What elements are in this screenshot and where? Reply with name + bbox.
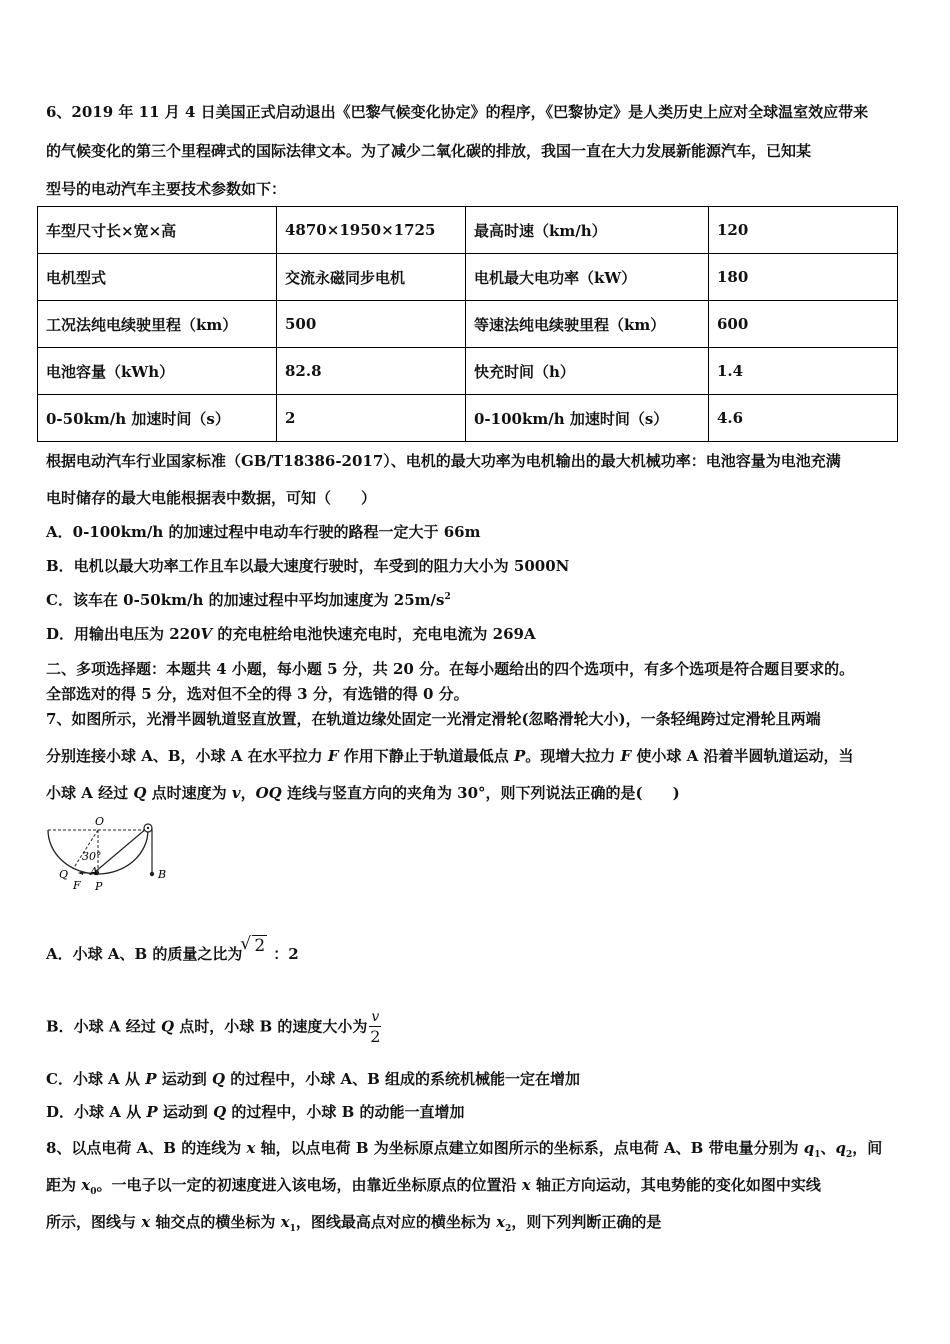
italic-var: P bbox=[146, 1103, 158, 1121]
italic-var: Q bbox=[133, 784, 147, 802]
q7-option-a bbox=[46, 936, 299, 964]
table-cell: 600 bbox=[709, 301, 898, 348]
q7-stem-line2 bbox=[46, 745, 853, 766]
table-row bbox=[38, 301, 898, 348]
subscript: 2 bbox=[846, 1150, 853, 1160]
stem-text: 所示，图线与 bbox=[46, 1213, 142, 1231]
q6-after-table-line2: 电时储存的最大电能根据表中数据，可知（ ） bbox=[46, 489, 377, 507]
q6-stem-line1: 6、2019 年 11 月 4 日美国正式启动退出《巴黎气候变化协定》的程序，《巴黎协定》是人类历史上应对全球温室效应带来 bbox=[46, 103, 869, 121]
option-text: 运动到 bbox=[156, 1070, 212, 1088]
stem-text: 使小球 A 沿着半圆轨道运动，当 bbox=[631, 747, 854, 765]
q6-option-c bbox=[46, 589, 451, 610]
q6-stem-line3: 型号的电动汽车主要技术参数如下： bbox=[46, 180, 287, 198]
italic-var: OQ bbox=[255, 784, 282, 802]
fraction-denominator: 2 bbox=[370, 1027, 381, 1046]
table-cell: 4.6 bbox=[709, 395, 898, 442]
stem-text: 轴，以点电荷 B 为坐标原点建立如图所示的坐标系，点电荷 A、B 带电量分别为 bbox=[255, 1139, 804, 1157]
stem-text: 。现增大拉力 bbox=[525, 747, 621, 765]
italic-var: x bbox=[280, 1213, 290, 1231]
label-angle: 30° bbox=[82, 850, 102, 863]
table-cell: 500 bbox=[277, 301, 466, 348]
option-text: 运动到 bbox=[157, 1103, 214, 1121]
table-cell: 工况法纯电续驶里程（km） bbox=[38, 301, 277, 348]
table-cell: 1.4 bbox=[709, 348, 898, 395]
table-cell: 电机型式 bbox=[38, 254, 277, 301]
italic-var: P bbox=[145, 1070, 157, 1088]
spec-table bbox=[37, 206, 898, 442]
subscript: 2 bbox=[505, 1224, 512, 1234]
italic-var: q bbox=[835, 1139, 846, 1157]
stem-text: 、 bbox=[820, 1139, 836, 1157]
sqrt-expression bbox=[242, 936, 267, 956]
q7-stem-line3 bbox=[46, 782, 680, 803]
table-cell: 快充时间（h） bbox=[466, 348, 709, 395]
table-row bbox=[38, 254, 898, 301]
semicircle-track-figure bbox=[40, 812, 180, 892]
italic-var: x bbox=[496, 1213, 506, 1231]
q7-option-d bbox=[46, 1101, 465, 1122]
table-row bbox=[38, 395, 898, 442]
stem-text: 轴正方向运动，其电势能的变化如图中实线 bbox=[530, 1176, 821, 1194]
option-text: A．小球 A、B 的质量之比为 bbox=[46, 945, 243, 963]
table-cell: 0-50km/h 加速时间（s） bbox=[38, 395, 277, 442]
rope-line bbox=[95, 828, 147, 872]
stem-text: 作用下静止于轨道最低点 bbox=[338, 747, 514, 765]
table-cell: 电机最大电功率（kW） bbox=[466, 254, 709, 301]
italic-var: Q bbox=[213, 1103, 227, 1121]
subscript: 0 bbox=[90, 1187, 97, 1197]
table-cell: 4870×1950×1725 bbox=[277, 207, 466, 254]
label-p: P bbox=[95, 880, 103, 892]
table-cell: 180 bbox=[709, 254, 898, 301]
option-text: B．小球 A 经过 bbox=[46, 1017, 161, 1036]
q7-stem-line1: 7、如图所示，光滑半圆轨道竖直放置，在轨道边缘处固定一光滑定滑轮(忽略滑轮大小)，一条轻绳跨过定滑轮且两端 bbox=[46, 710, 821, 728]
q8-stem-line1 bbox=[46, 1137, 882, 1160]
table-cell: 82.8 bbox=[277, 348, 466, 395]
stem-text: 8、以点电荷 A、B 的连线为 bbox=[46, 1139, 247, 1157]
superscript: 2 bbox=[444, 592, 451, 602]
table-cell: 0-100km/h 加速时间（s） bbox=[466, 395, 709, 442]
label-o: O bbox=[95, 815, 105, 828]
stem-text: ，图线最高点对应的横坐标为 bbox=[295, 1213, 497, 1231]
fraction bbox=[369, 1008, 381, 1047]
stem-text: 。一电子以一定的初速度进入该电场，由靠近坐标原点的位置沿 bbox=[96, 1176, 522, 1194]
italic-var: q bbox=[803, 1139, 815, 1157]
q6-option-d bbox=[46, 623, 536, 644]
stem-text: ，间 bbox=[852, 1139, 883, 1157]
option-text: C．小球 A 从 bbox=[46, 1070, 146, 1088]
option-text: 的过程中，小球 A、B 组成的系统机械能一定在增加 bbox=[225, 1070, 581, 1088]
stem-text: 连线与竖直方向的夹角为 30°，则下列说法正确的是( ) bbox=[281, 784, 680, 802]
italic-var: Q bbox=[160, 1017, 175, 1036]
italic-var: x bbox=[81, 1176, 91, 1194]
label-f: F bbox=[73, 879, 81, 892]
q6-option-b: B．电机以最大功率工作且车以最大速度行驶时，车受到的阻力大小为 5000N bbox=[46, 557, 570, 575]
stem-text: 轴交点的横坐标为 bbox=[150, 1213, 281, 1231]
pulley-axle bbox=[147, 827, 149, 829]
italic-var: V bbox=[200, 625, 213, 643]
stem-text: 小球 A 经过 bbox=[46, 784, 134, 802]
q8-stem-line2 bbox=[46, 1174, 821, 1197]
stem-text: 分别连接小球 A、B，小球 A 在水平拉力 bbox=[46, 747, 328, 765]
label-b: B bbox=[158, 868, 167, 881]
q7-option-b bbox=[46, 1008, 381, 1047]
option-text: C．该车在 0-50km/h 的加速过程中平均加速度为 25m/s bbox=[46, 591, 445, 609]
option-text: 点时，小球 B 的速度大小为 bbox=[174, 1017, 368, 1036]
label-a: A bbox=[90, 865, 98, 878]
table-cell: 交流永磁同步电机 bbox=[277, 254, 466, 301]
italic-var: F bbox=[327, 747, 339, 765]
option-text: 的过程中，小球 B 的动能一直增加 bbox=[226, 1103, 465, 1121]
italic-var: Q bbox=[211, 1070, 226, 1088]
table-cell: 电池容量（kWh） bbox=[38, 348, 277, 395]
section2-heading-line1: 二、多项选择题：本题共 4 小题，每小题 5 分，共 20 分。在每小题给出的四个选项中，有多个选项是符合题目要求的。 bbox=[46, 660, 855, 678]
table-row bbox=[38, 348, 898, 395]
stem-text: ，则下列判断正确的是 bbox=[511, 1213, 662, 1231]
italic-var: x bbox=[521, 1176, 531, 1194]
table-cell: 2 bbox=[277, 395, 466, 442]
stem-text: 点时速度为 bbox=[146, 784, 232, 802]
table-cell: 最高时速（km/h） bbox=[466, 207, 709, 254]
q6-stem-line2: 的气候变化的第三个里程碑式的国际法律文本。为了减少二氧化碳的排放，我国一直在大力发展新能源汽车，已知某 bbox=[46, 142, 812, 160]
subscript: 1 bbox=[814, 1150, 821, 1160]
ball-b bbox=[150, 872, 154, 876]
label-q: Q bbox=[59, 868, 69, 881]
italic-var: x bbox=[141, 1213, 151, 1231]
q6-after-table-line1: 根据电动汽车行业国家标准（GB/T18386-2017）、电机的最大功率为电机输出的最大机械功率：电池容量为电池充满 bbox=[46, 452, 841, 470]
italic-var: x bbox=[246, 1139, 256, 1157]
option-text: ：2 bbox=[273, 945, 299, 963]
stem-text: 距为 bbox=[46, 1176, 82, 1194]
table-row bbox=[38, 207, 898, 254]
subscript: 1 bbox=[289, 1224, 296, 1234]
stem-text: ， bbox=[240, 784, 256, 802]
q7-option-c bbox=[46, 1068, 580, 1089]
sqrt-radicand: 2 bbox=[254, 936, 266, 956]
italic-var: P bbox=[513, 747, 526, 765]
table-cell: 120 bbox=[709, 207, 898, 254]
option-text: D．用输出电压为 220 bbox=[46, 625, 201, 643]
section2-heading-line2: 全部选对的得 5 分，选对但不全的得 3 分，有选错的得 0 分。 bbox=[46, 685, 469, 703]
italic-var: v bbox=[231, 784, 241, 802]
option-text: 的充电桩给电池快速充电时，充电电流为 269A bbox=[212, 625, 536, 643]
italic-var: F bbox=[620, 747, 632, 765]
fraction-numerator: v bbox=[371, 1009, 380, 1025]
table-cell: 车型尺寸长×宽×高 bbox=[38, 207, 277, 254]
option-text: D．小球 A 从 bbox=[46, 1103, 147, 1121]
q8-stem-line3 bbox=[46, 1211, 661, 1234]
table-cell: 等速法纯电续驶里程（km） bbox=[466, 301, 709, 348]
q6-option-a: A．0-100km/h 的加速过程中电动车行驶的路程一定大于 66m bbox=[46, 523, 481, 541]
